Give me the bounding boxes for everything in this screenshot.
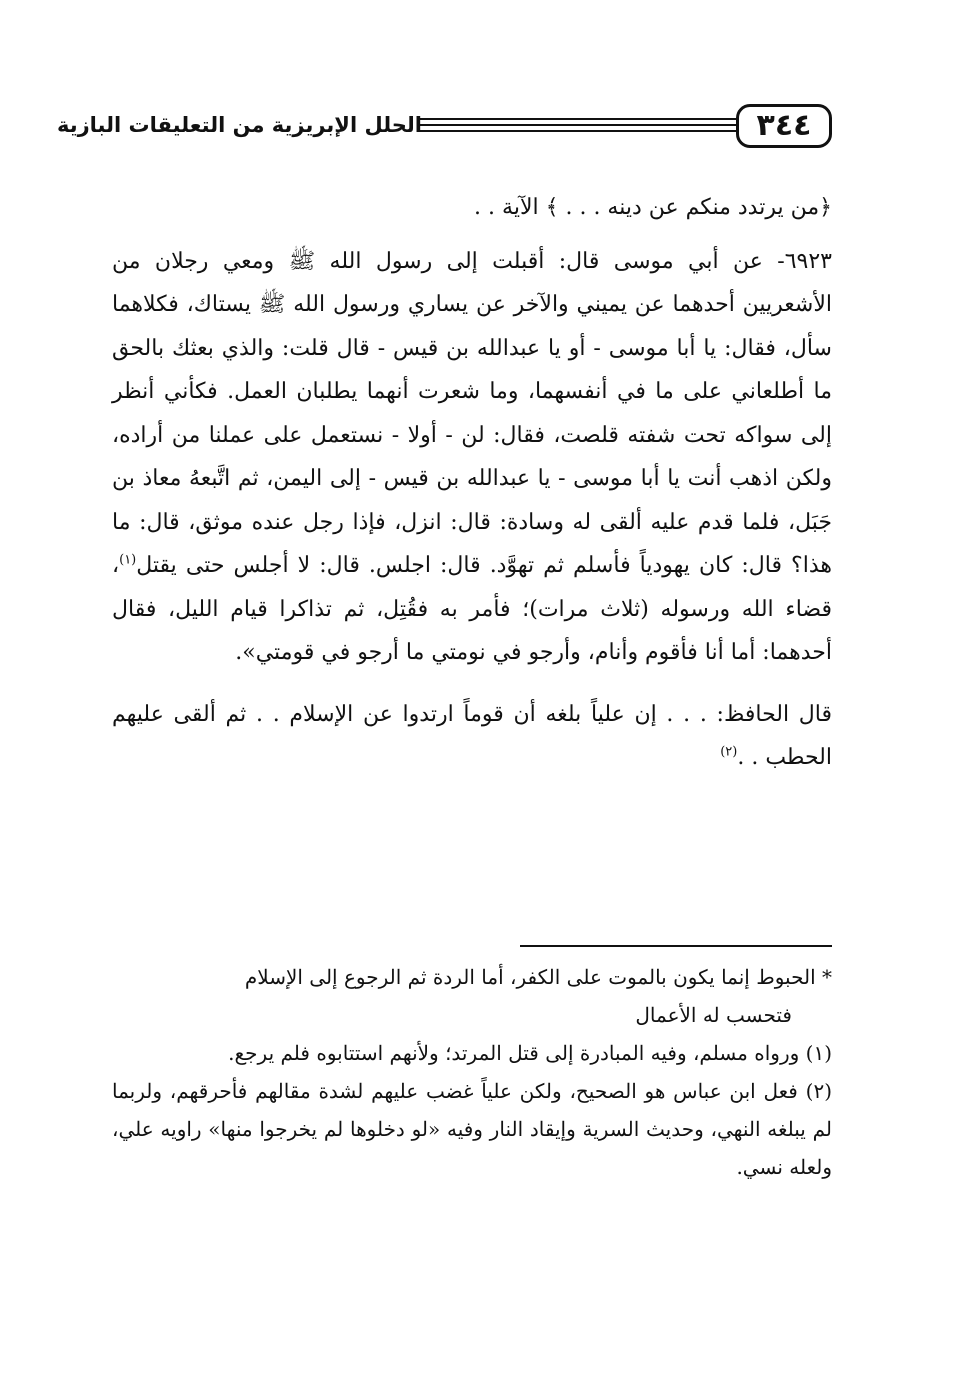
main-text xyxy=(112,186,832,780)
hadith-text-end: ، قضاء الله ورسوله (ثلاث مرات)؛ فأمر به فقُتِل، ثم تذاكرا قيام الليل، فقال أحدهما: أما أنا فأقوم وأنام، وأرجو في نومتي ما أرجو في قومتي». xyxy=(112,553,832,665)
hadith-text: ٦٩٢٣- عن أبي موسى قال: أقبلت إلى رسول الله ﷺ ومعي رجلان من الأشعريين أحدهما عن يميني والآخر عن يساري ورسول الله ﷺ يستاك، فكلاهما سأل، فقال: يا أبا موسى - أو يا عبدالله بن قيس - قال قلت: والذي بعثك بالحق ما أطلعاني على ما في أنفسهما، وما شعرت أنهما يطلبان العمل. فكأني أنظر إلى سواكه تحت شفته قلصت، فقال: لن - أولا - نستعمل على عملنا من أراده، ولكن اذهب أنت يا أبا موسى - يا عبدالله بن قيس - إلى اليمن، ثم اتَّبعهُ معاذ بن جَبَل، فلما قدم عليه ألقى له وسادة: قال: انزل، فإذا رجل عنده موثق، قال: ما هذا؟ قال: كان يهودياً فأسلم ثم تهوَّد. قال: اجلس. قال: لا أجلس حتى يقتل xyxy=(112,248,832,578)
star-note-line-1: * الحبوط إنما يكون بالموت على الكفر، أما الردة ثم الرجوع إلى الإسلام xyxy=(244,965,832,989)
header-rule xyxy=(420,124,738,126)
footnote-separator xyxy=(520,945,832,947)
quran-verse-line: ﴿من يرتدد منكم عن دينه . . . ﴾ الآية . . xyxy=(474,195,832,220)
hafiz-text: قال الحافظ: . . . إن علياً بلغه أن قوماً ارتدوا عن الإسلام . . ثم ألقى عليهم الحطب . . xyxy=(112,701,832,770)
hadith-paragraph xyxy=(112,240,832,675)
star-note-line-2: فتحسب له الأعمال xyxy=(635,1003,792,1027)
footnote-1: (١) ورواه مسلم، وفيه المبادرة إلى قتل المرتد؛ ولأنهم استتابوه فلم يرجع. xyxy=(228,1041,832,1065)
footnote-marker-2: (٢) xyxy=(720,744,738,760)
header-decorative-rules xyxy=(420,118,738,134)
footnote-2: (٢) فعل ابن عباس هو الصحيح، ولكن علياً غضب عليهم لشدة مقالهم فأحرقهم، ولربما لم يبلغه النهي، وحديث السرية وإيقاد النار وفيه «لو دخلوها لم يخرجوا منها» راويه علي، ولعله نسي. xyxy=(112,1079,832,1179)
header-rule xyxy=(420,118,738,120)
page-number: ٣٤٤ xyxy=(736,104,832,148)
header-rule xyxy=(420,130,738,132)
footnote-marker-1: (١) xyxy=(119,552,137,568)
hafiz-paragraph xyxy=(112,693,832,780)
page-header xyxy=(56,96,832,158)
book-title: الحلل الإبريزية من التعليقات البازية xyxy=(56,113,422,137)
footnotes xyxy=(112,958,832,1186)
